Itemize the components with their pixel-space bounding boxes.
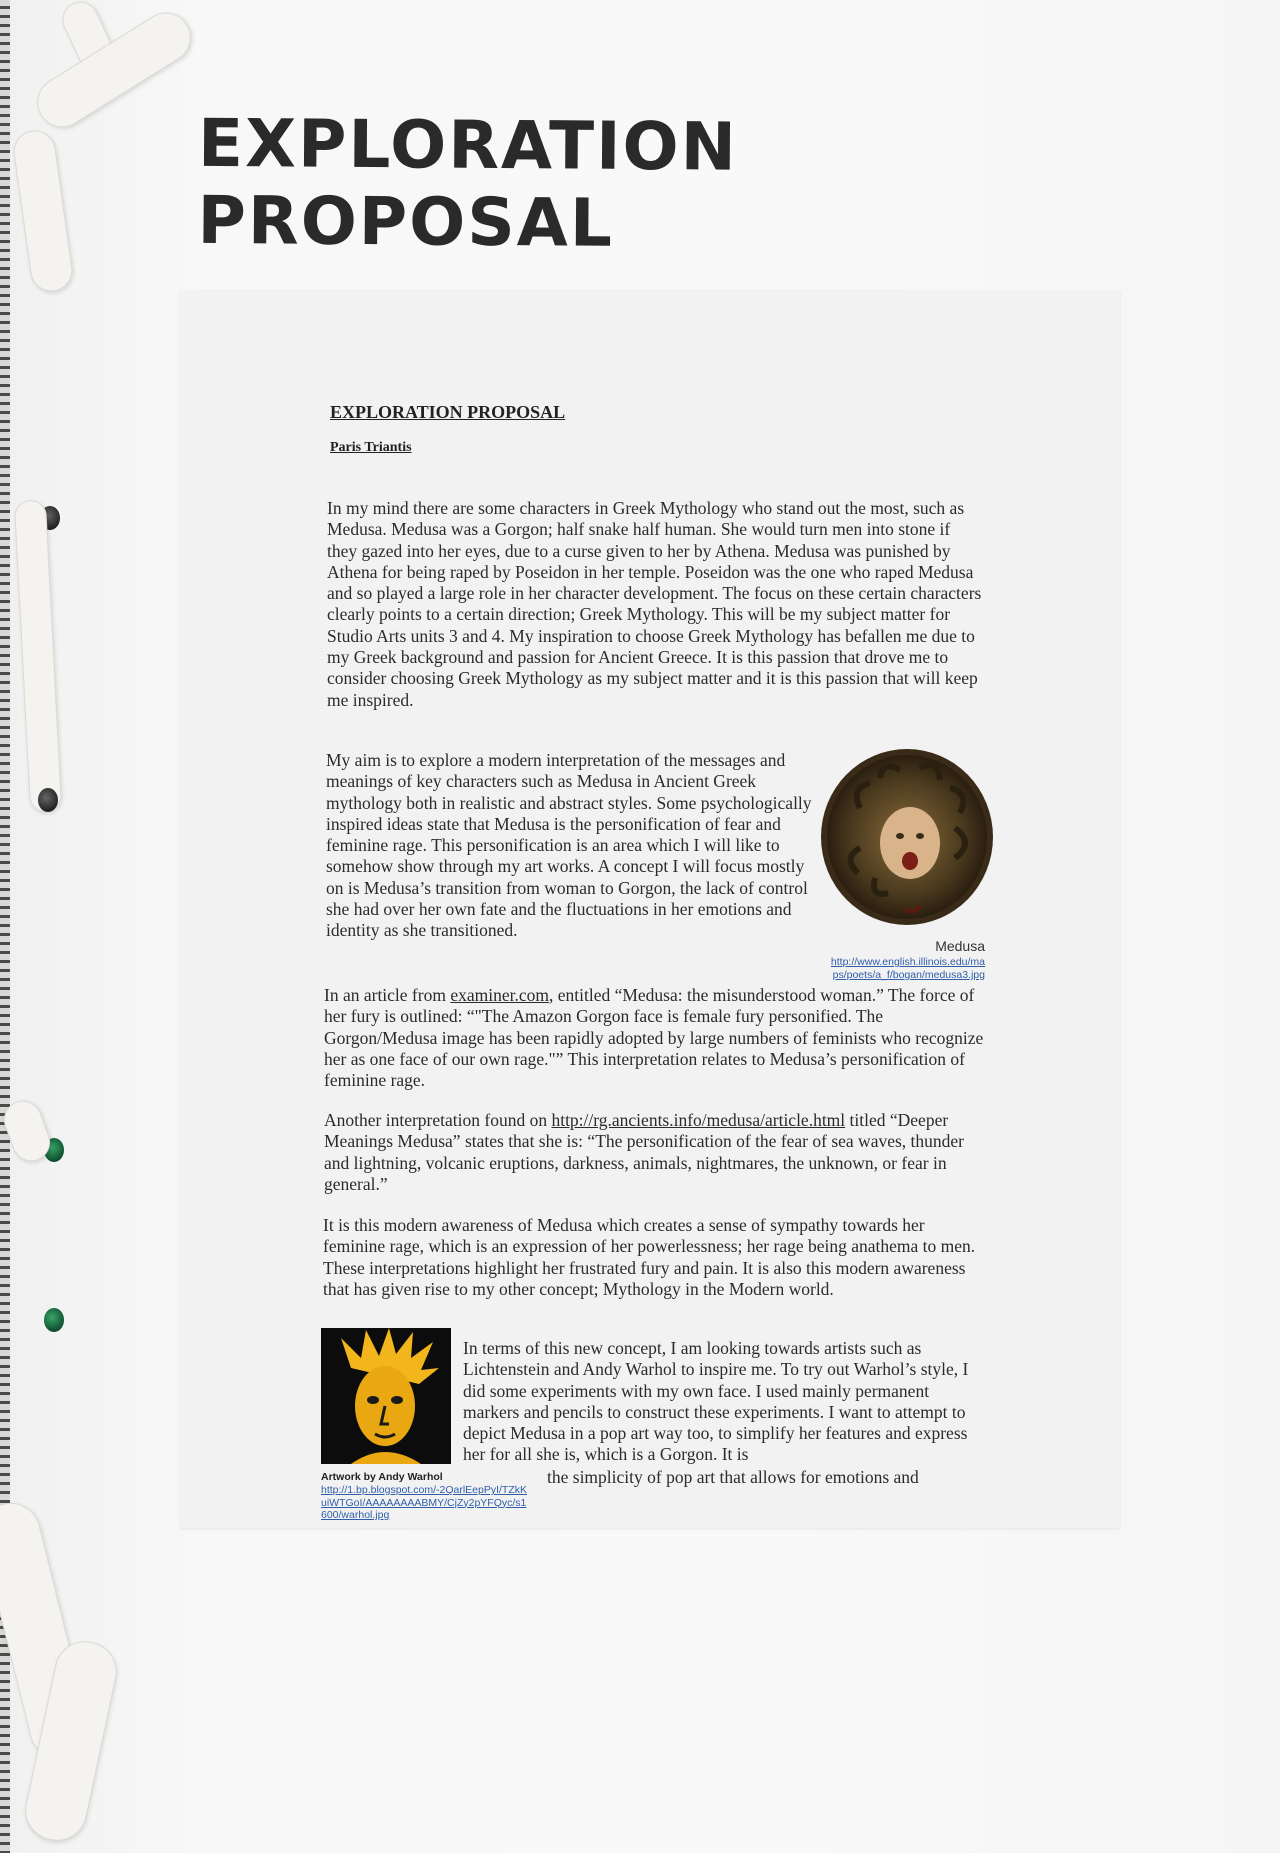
paragraph-examiner-rest: , entitled “Medusa: the misunderstood woman.” The force of her fury is outlined: “"The Amazon Gorgon face is female fury personified. The Gorgon/Medusa image has been rapidly adopted by large numbers of feminists who recognize her as one face of our own rage."” This interpretation relates to Medusa’s personification of feminine rage.: [324, 985, 984, 1091]
paragraph-examiner-prefix: In an article from: [324, 985, 451, 1005]
warhol-caption: Artwork by Andy Warhol: [321, 1471, 443, 1483]
examiner-link[interactable]: examiner.com: [450, 985, 549, 1005]
paragraph-ancients-rest: titled “Deeper Meanings Medusa” states that she is: “The personification of the fear of sea waves, thunder and lightning, volcanic eruptions, darkness, animals, nightmares, the unknown, or fear in general.”: [324, 1110, 964, 1194]
binding-hole: [38, 788, 58, 812]
paragraph-pop-art-continued: the simplicity of pop art that allows for emotions and: [547, 1467, 919, 1487]
andy-warhol-artwork-image: [321, 1328, 451, 1464]
handwritten-title: EXPLORATION PROPOSAL: [197, 104, 739, 262]
document-author: Paris Triantis: [330, 440, 412, 455]
binding-hole-green: [44, 1308, 64, 1332]
paragraph-examiner: [324, 985, 984, 1091]
medusa-caption: Medusa: [935, 938, 985, 954]
medusa-painting-image: [820, 748, 994, 926]
medusa-source-link[interactable]: http://www.english.illinois.edu/maps/poets/a_f/bogan/medusa3.jpg: [830, 956, 985, 981]
paragraph-intro: In my mind there are some characters in Greek Mythology who stand out the most, such as Medusa. Medusa was a Gorgon; half snake half human. She would turn men into stone if they gazed into her eyes, due to a curse given to her by Athena. Medusa was punished by Athena for being raped by Poseidon in her temple. Poseidon was the one who raped Medusa and so played a large role in her character development. The focus on these certain characters clearly points to a certain direction; Greek Mythology. This will be my subject matter for Studio Arts units 3 and 4. My inspiration to choose Greek Mythology has befallen me due to my Greek background and passion for Ancient Greece. It is this passion that drove me to consider choosing Greek Mythology as my subject matter and it is this passion that will keep me inspired.: [327, 498, 982, 710]
document-title: EXPLORATION PROPOSAL: [330, 402, 566, 422]
ancients-info-link[interactable]: http://rg.ancients.info/medusa/article.html: [551, 1110, 846, 1130]
paragraph-modern-awareness: It is this modern awareness of Medusa which creates a sense of sympathy towards her feminine rage, which is an expression of her powerlessness; her rage being anathema to men. These interpretations highlight her frustrated fury and pain. It is also this modern awareness that has given rise to my other concept; Mythology in the Modern world.: [323, 1215, 976, 1299]
paragraph-ancients-prefix: Another interpretation found on: [324, 1110, 552, 1130]
warhol-source-link[interactable]: http://1.bp.blogspot.com/-2QarlEepPyI/TZkKuiWTGoI/AAAAAAAABMY/CjZy2pYFQyc/s1600/warhol.jpg: [321, 1484, 528, 1521]
paragraph-pop-art: In terms of this new concept, I am looking towards artists such as Lichtenstein and Andy Warhol to inspire me. To try out Warhol’s style, I did some experiments with my own face. I used mainly permanent markers and pencils to construct these experiments. I want to attempt to depict Medusa in a pop art way too, to simplify her features and express her for all she is, which is a Gorgon. It is: [463, 1338, 969, 1465]
paragraph-ancients: [324, 1110, 984, 1195]
paragraph-aim: My aim is to explore a modern interpretation of the messages and meanings of key characters such as Medusa in Ancient Greek mythology both in realistic and abstract styles. Some psychologically inspired ideas state that Medusa is the personification of fear and feminine rage. This personification is an area which I will like to somehow show through my art works. A concept I will focus mostly on is Medusa’s transition from woman to Gorgon, the lack of control she had over her own fate and the fluctuations in her emotions and identity as she transitioned.: [326, 750, 812, 941]
